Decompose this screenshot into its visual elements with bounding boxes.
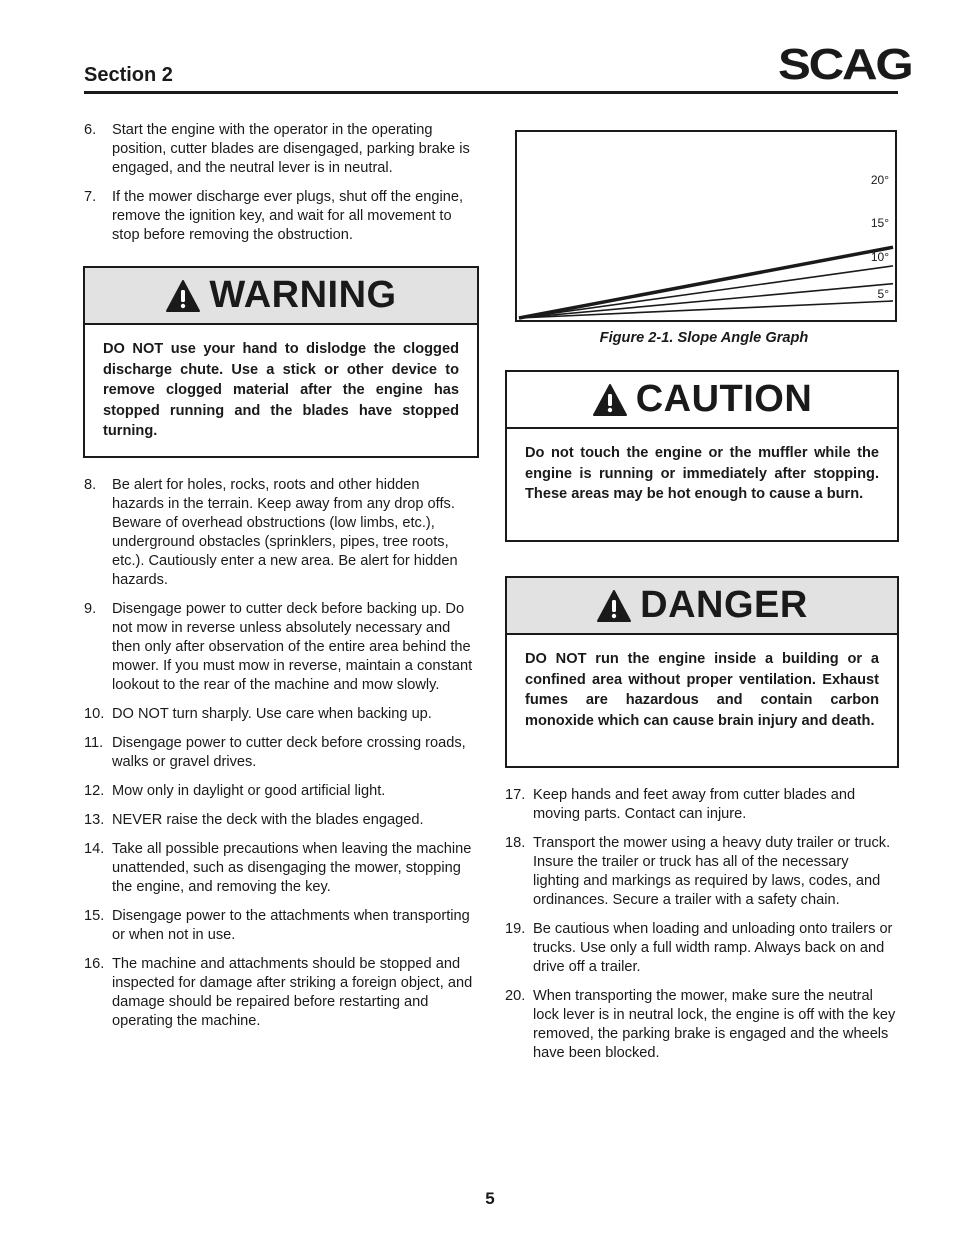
item-text: Transport the mower using a heavy duty trailer or truck. Insure the trailer or truck has all of the necessary lighting and markings as required by laws, codes, and ordinances. Secure a trailer with a safety chain. — [533, 835, 891, 908]
item-number: 18. — [505, 835, 526, 851]
list-item — [505, 987, 898, 1063]
slope-line-20 — [519, 247, 893, 318]
danger-text: DO NOT run the engine inside a building or a confined area without proper ventilation. Exhaust fumes are hazardous and contain carbon monoxide which can cause brain injury and death. — [525, 651, 879, 729]
item-text: Take all possible precautions when leaving the machine unattended, such as disengaging the mower, stopping the engine, and removing the key. — [112, 841, 472, 895]
item-number: 16. — [84, 956, 105, 972]
warning-triangle-icon — [165, 279, 201, 313]
item-text: If the mower discharge ever plugs, shut off the engine, remove the ignition key, and wait for all movement to stop before removing the obstruction. — [112, 189, 463, 243]
list-item — [84, 121, 474, 178]
warning-label: WARNING — [209, 274, 397, 316]
item-number: 9. — [84, 601, 97, 617]
item-text: Keep hands and feet away from cutter blades and moving parts. Contact can injure. — [533, 787, 856, 822]
item-text: Disengage power to cutter deck before backing up. Do not mow in reverse unless absolutely necessary and then only after observation of the entire area behind the mower. If you must mow in reverse, maintain a constant lookout to the rear of the machine and mow slowly. — [112, 601, 473, 693]
caution-text: Do not touch the engine or the muffler while the engine is running or immediately after stopping. These areas may be hot enough to cause a burn. — [525, 445, 879, 502]
warning-header — [85, 268, 477, 325]
caution-label: CAUTION — [635, 378, 813, 420]
item-number: 19. — [505, 921, 526, 937]
list-item — [84, 476, 474, 590]
item-number: 12. — [84, 783, 105, 799]
section-title: Section 2 — [84, 64, 173, 86]
list-item — [84, 811, 474, 830]
slope-label-10: 10° — [870, 250, 889, 264]
item-text: Start the engine with the operator in the operating position, cutter blades are disengaged, parking brake is engaged, and the neutral lever is in neutral. — [112, 122, 470, 176]
left-column-top — [84, 121, 474, 255]
list-item — [505, 834, 898, 910]
item-text: DO NOT turn sharply. Use care when backing up. — [112, 706, 432, 722]
list-item — [84, 188, 474, 245]
item-number: 11. — [84, 735, 104, 751]
warning-text: DO NOT use your hand to dislodge the clogged discharge chute. Use a stick or other device to remove clogged material after the engine has stopped running and the blades have stopped turning. — [103, 341, 459, 439]
instruction-list-bottom — [84, 476, 474, 1031]
item-text: Be alert for holes, rocks, roots and other hidden hazards in the terrain. Keep away from any drop offs. Beware of overhead obstructions (low limbs, etc.), underground obstacles (sprinklers, pipes, tree roots, etc.). Cautiously enter a new area. Be alert for hidden hazards. — [112, 477, 458, 588]
item-number: 14. — [84, 841, 105, 857]
slope-graph-canvas — [517, 132, 895, 320]
figure-caption: Figure 2-1. Slope Angle Graph — [599, 330, 809, 346]
scag-logo — [778, 40, 912, 89]
item-number: 15. — [84, 908, 105, 924]
item-number: 7. — [84, 189, 97, 205]
item-text: When transporting the mower, make sure the neutral lock lever is in neutral lock, the engine is off with the key removed, the parking brake is engaged and the wheels have been blocked. — [533, 988, 896, 1061]
danger-label: DANGER — [640, 584, 808, 626]
item-number: 6. — [84, 122, 97, 138]
item-number: 13. — [84, 812, 105, 828]
list-item — [84, 705, 474, 724]
list-item — [84, 734, 474, 772]
item-number: 17. — [505, 787, 526, 803]
caution-header — [507, 372, 897, 429]
list-item — [84, 955, 474, 1031]
item-text: Be cautious when loading and unloading onto trailers or trucks. Use only a full width ramp. Always back on and drive off a trailer. — [533, 921, 893, 975]
item-text: Disengage power to cutter deck before crossing roads, walks or gravel drives. — [112, 735, 466, 770]
instruction-list-top — [84, 121, 474, 245]
item-number: 8. — [84, 477, 97, 493]
slope-label-15: 15° — [870, 216, 889, 230]
slope-label-5: 5° — [877, 287, 889, 301]
right-column — [505, 786, 898, 1073]
list-item — [505, 920, 898, 977]
list-item — [84, 600, 474, 695]
item-text: Mow only in daylight or good artificial light. — [112, 783, 386, 799]
page-number: 5 — [485, 1189, 495, 1208]
caution-triangle-icon — [592, 383, 628, 417]
slope-line-10 — [519, 284, 893, 318]
list-item — [84, 840, 474, 897]
header-divider — [84, 91, 898, 94]
logo-text: SCAG — [778, 40, 912, 89]
list-item — [505, 786, 898, 824]
item-text: Disengage power to the attachments when transporting or when not in use. — [112, 908, 470, 943]
slope-angle-graph — [515, 130, 897, 322]
list-item — [84, 907, 474, 945]
left-column-bottom — [84, 476, 474, 1041]
list-item — [84, 782, 474, 801]
danger-triangle-icon — [596, 589, 632, 623]
caution-box — [505, 370, 899, 542]
danger-box — [505, 576, 899, 768]
item-text: The machine and attachments should be stopped and inspected for damage after striking a foreign object, and damage should be repaired before restarting and operating the machine. — [112, 956, 473, 1029]
item-number: 10. — [84, 706, 105, 722]
item-number: 20. — [505, 988, 526, 1004]
slope-label-20: 20° — [870, 173, 889, 187]
danger-header — [507, 578, 897, 635]
warning-box — [83, 266, 479, 458]
item-text: NEVER raise the deck with the blades engaged. — [112, 812, 424, 828]
instruction-list-right — [505, 786, 898, 1063]
